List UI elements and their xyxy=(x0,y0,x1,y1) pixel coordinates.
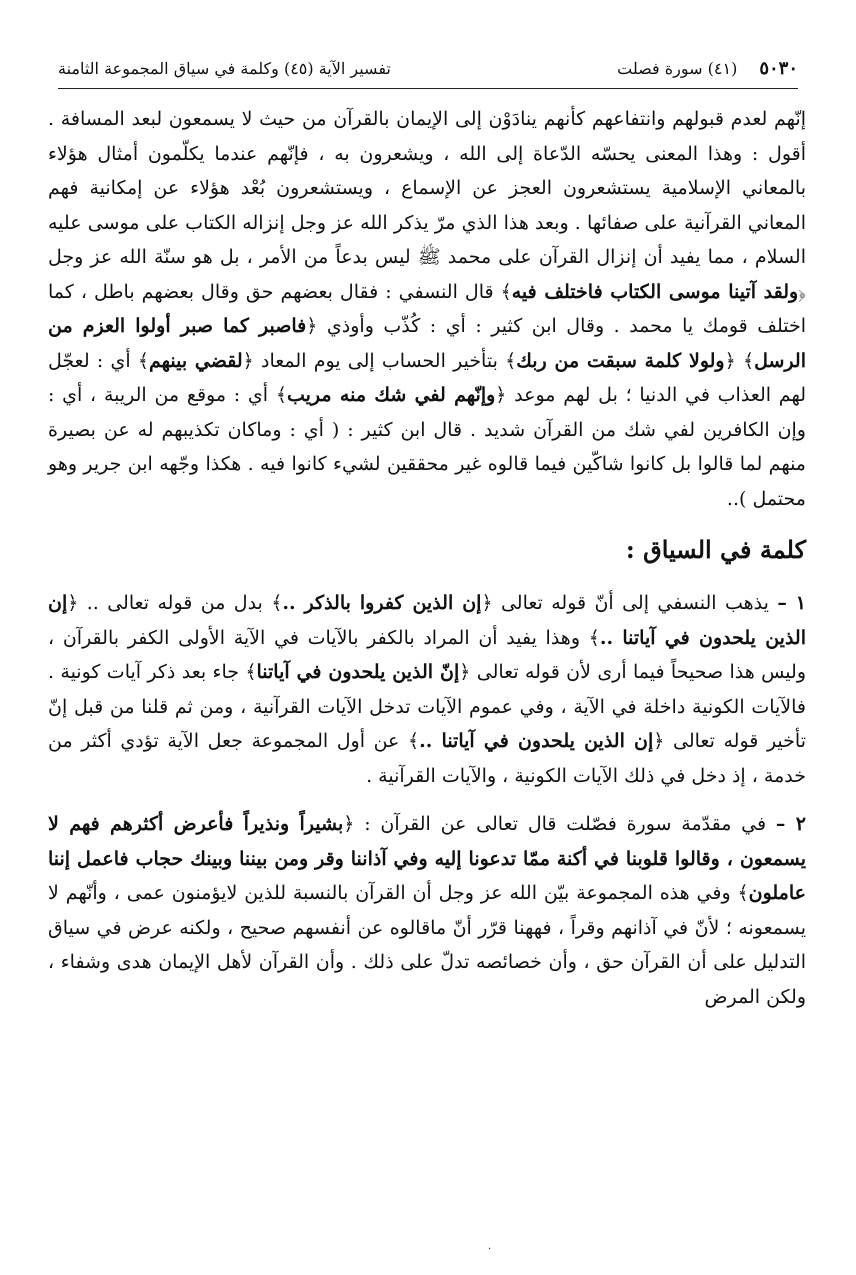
text-run: ﴾ وهذا يفيد أن المراد بالكفر بالآيات في الآية الأولى الكفر بالقرآن ، وليس هذا صحيحاً فيما أرى لأن قوله تعالى ﴿ xyxy=(48,626,807,683)
header-right-group xyxy=(617,58,798,79)
quran-verse: وإنّهم لفي شك منه مريب xyxy=(286,384,496,406)
text-run: ﴾ أي : لعجّل لهم العذاب في الدنيا ؛ بل لهم موعد ﴿ xyxy=(48,349,806,406)
running-title: تفسير الآية (٤٥) وكلمة في سياق المجموعة الثامنة xyxy=(58,58,391,78)
quran-verse: إنّ الذين يلحدون في آياتنا xyxy=(256,661,460,683)
page-number: ٥٠٣٠ xyxy=(759,57,798,79)
text-run: ﴾ عن أول المجموعة جعل الآية تؤدي أكثر من خدمة ، إذ دخل في ذلك الآيات الكونية ، والآيات القرآنية . xyxy=(48,730,806,787)
quran-verse: إن الذين يلحدون في آياتنا .. xyxy=(48,592,806,649)
text-run: ﴾ قال النسفي : فقال بعضهم حق وقال بعضهم باطل ، كما اختلف قومك يا محمد . وقال ابن كثير : أي : كُذّب وأوذي ﴿ xyxy=(48,280,806,337)
quran-verse: لقضي بينهم xyxy=(148,349,243,372)
text-run: في مقدّمة سورة فصّلت قال تعالى عن القرآن : ﴿ xyxy=(343,813,767,835)
text-run: يذهب النسفي إلى أنّ قوله تعالى ﴿ xyxy=(481,592,769,614)
paragraph-point-1 xyxy=(48,586,806,793)
page-header xyxy=(58,48,798,89)
quran-verse: ولولا كلمة سبقت من ربك xyxy=(516,349,725,372)
quran-verse: إن الذين كفروا بالذكر .. xyxy=(282,592,482,614)
section-heading: كلمة في السياق : xyxy=(625,535,806,564)
paragraph-point-2 xyxy=(48,807,806,1014)
text-run: ﴾ جاء بعد ذكر آيات كونية . فالآيات الكونية داخلة في الآية ، وفي عموم الآيات تدخل الآيات القرآنية ، ومن ثم قلنا من قبل إنّ تأخير قوله تعالى ﴿ xyxy=(48,661,806,752)
surah-label: (٤١) سورة فصلت xyxy=(617,58,738,78)
quran-verse: بشيراً ونذيراً فأعرض أكثرهم فهم لا يسمعون ، وقالوا قلوبنا في أكنة ممّا تدعونا إليه وفي آذاننا وقر ومن بيننا وبينك حجاب فاعمل إننا عاملون xyxy=(48,813,806,904)
point-number: ١ – xyxy=(777,592,806,614)
text-run: ﴾ وفي هذه المجموعة بيّن الله عز وجل أن القرآن بالنسبة للذين لايؤمنون عمى ، وأنّهم لا يسمعونه ؛ لأنّ في آذانهم وقراً ، فههنا قرّر أنّ ماقالوه عن أنفسهم صحيح ، ولكنه عرض في سياق التدليل على أن القرآن حق ، وأن خصائصه تدلّ على ذلك . وأن القرآن لأهل الإيمان هدى وشفاء ، ولكن المرض xyxy=(48,882,806,1008)
text-run: ﴾ بدل من قوله تعالى .. ﴿ xyxy=(67,592,283,614)
text-run: ﴾ ﴿ xyxy=(724,349,755,372)
quran-verse: ولقد آتينا موسى الكتاب فاختلف فيه xyxy=(511,280,799,303)
paragraph-tafsir xyxy=(48,102,806,516)
paragraph-spacer xyxy=(48,793,806,807)
text-run: ﴾ بتأخير الحساب إلى يوم المعاد ﴿ xyxy=(242,349,517,372)
page-body xyxy=(48,102,806,1014)
quran-verse: فاصبر كما صبر أولوا العزم من الرسل xyxy=(48,315,806,372)
text-run: ﴾ أي : موقع من الريبة ، أي : وإن الكافرين لفي شك من القرآن شديد . قال ابن كثير : ( أي : وماكان تكذيبهم له عن بصيرة منهم لما قالوا بل كانوا شاكّين فيما قالوه غير محققين لشيء كانوا فيه . هكذا وجّهه ابن جرير وهو محتمل ).. xyxy=(48,384,806,510)
text-run: إنّهم لعدم قبولهم وانتفاعهم كأنهم ينادَوْن إلى الإيمان بالقرآن من حيث لا يسمعون لبعد المسافة . أقول : وهذا المعنى يحسّه الدّعاة إلى الله ، ويشعرون به ، فإنّهم عندما يكلّمون أمثال هؤلاء بالمعاني الإسلامية يستشعرون العجز عن الإسماع ، ويستشعرون بُعْد هؤلاء عن إمكانية فهم المعاني القرآنية على صفائها . وبعد هذا الذي مرّ يذكر الله عز وجل إنزاله الكتاب على موسى عليه السلام ، مما يفيد أن إنزال القرآن على محمد ﷺ ليس بدعاً من الأمر ، بل هو سنّة الله عز وجل ﴿ xyxy=(48,108,806,303)
print-mark: · xyxy=(488,1244,492,1255)
point-number: ٢ – xyxy=(775,813,806,835)
quran-verse: إن الذين يلحدون في آياتنا .. xyxy=(419,730,654,752)
